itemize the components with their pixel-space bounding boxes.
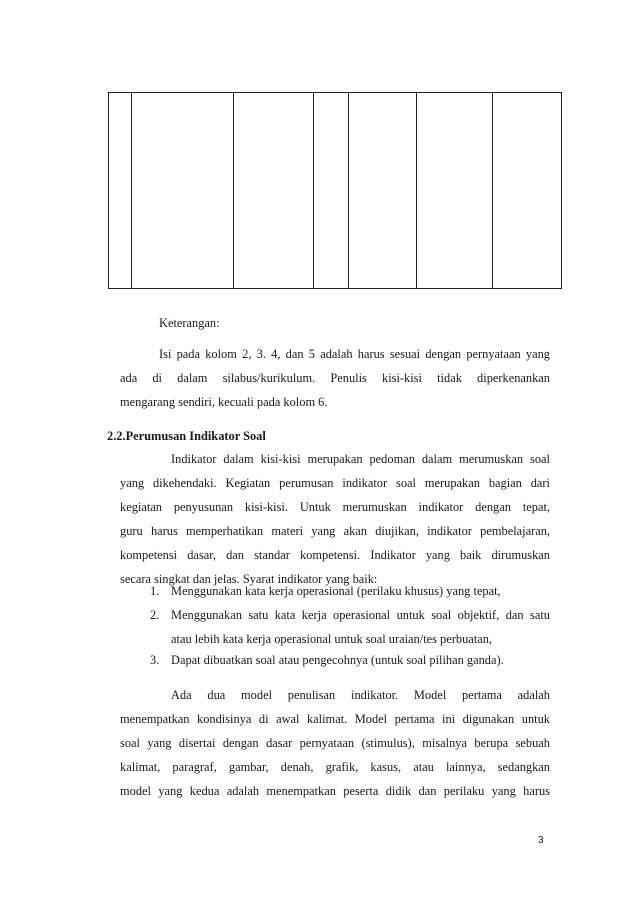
- paragraph-line: menempatkan kondisinya di awal kalimat. Model pertama ini digunakan untuk: [120, 712, 550, 726]
- page-number: 3: [538, 835, 544, 846]
- table-column-divider: [348, 93, 349, 288]
- list-number: 1.: [150, 584, 160, 598]
- paragraph-line: model yang kedua adalah menempatkan peserta didik dan perilaku yang harus: [120, 784, 550, 798]
- keterangan-line: mengarang sendiri, kecuali pada kolom 6.: [120, 395, 328, 409]
- list-number: 2.: [150, 608, 160, 622]
- section-heading: 2.2.Perumusan Indikator Soal: [107, 429, 266, 443]
- paragraph-line: guru harus memperhatikan materi yang akan diujikan, indikator pembelajaran,: [120, 524, 550, 538]
- table-column-divider: [131, 93, 132, 288]
- paragraph-line: Indikator dalam kisi-kisi merupakan pedoman dalam merumuskan soal: [171, 452, 550, 466]
- table-column-divider: [416, 93, 417, 288]
- paragraph-line: secara singkat dan jelas. Syarat indikator yang baik:: [120, 572, 378, 586]
- paragraph-line: kompetensi dasar, dan standar kompetensi. Indikator yang baik dirumuskan: [120, 548, 550, 562]
- list-item-line: Dapat dibuatkan soal atau pengecohnya (untuk soal pilihan ganda).: [171, 653, 504, 667]
- table-column-divider: [313, 93, 314, 288]
- list-item-line: Menggunakan kata kerja operasional (perilaku khusus) yang tepat,: [171, 584, 501, 598]
- paragraph-line: kalimat, paragraf, gambar, denah, grafik, kasus, atau lainnya, sedangkan: [120, 760, 550, 774]
- list-item-line: atau lebih kata kerja operasional untuk soal uraian/tes perbuatan,: [171, 632, 493, 646]
- kisi-kisi-table: [108, 92, 562, 289]
- table-column-divider: [233, 93, 234, 288]
- keterangan-label: Keterangan:: [159, 316, 220, 330]
- keterangan-line: ada di dalam silabus/kurikulum. Penulis kisi-kisi tidak diperkenankan: [120, 371, 550, 385]
- list-item-line: Menggunakan satu kata kerja operasional untuk soal objektif, dan satu: [171, 608, 550, 622]
- keterangan-line: Isi pada kolom 2, 3. 4, dan 5 adalah harus sesuai dengan pernyataan yang: [159, 347, 550, 361]
- list-number: 3.: [150, 653, 160, 667]
- table-column-divider: [492, 93, 493, 288]
- paragraph-line: kegiatan penyusunan kisi-kisi. Untuk merumuskan indikator dengan tepat,: [120, 500, 550, 514]
- paragraph-line: yang dikehendaki. Kegiatan perumusan indikator soal merupakan bagian dari: [120, 476, 550, 490]
- paragraph-line: soal yang disertai dengan dasar pernyataan (stimulus), misalnya berupa sebuah: [120, 736, 550, 750]
- paragraph-line: Ada dua model penulisan indikator. Model pertama adalah: [171, 688, 550, 702]
